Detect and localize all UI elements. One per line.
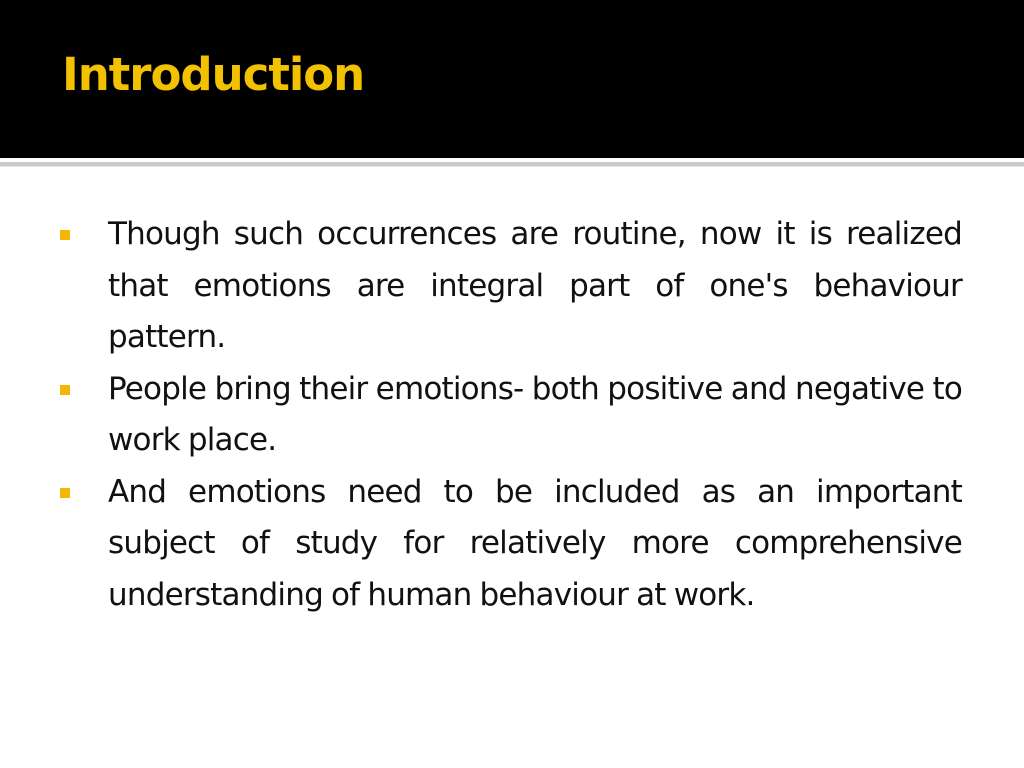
bullet-item xyxy=(60,209,962,364)
bullet-item xyxy=(60,364,962,467)
square-bullet-icon xyxy=(60,488,70,498)
bullet-text: And emotions need to be included as an important subject of study for relatively more comprehensive understanding of human behaviour at work. xyxy=(108,473,962,613)
square-bullet-icon xyxy=(60,385,70,395)
title-divider xyxy=(0,162,1024,167)
bullet-list xyxy=(60,209,962,621)
bullet-text: Though such occurrences are routine, now it is realized that emotions are integral part of one's behaviour pattern. xyxy=(108,216,962,355)
title-band xyxy=(0,0,1024,158)
bullet-item xyxy=(60,467,962,622)
bullet-text: People bring their emotions- both positive and negative to work place. xyxy=(108,370,962,458)
slide-title: Introduction xyxy=(62,48,365,101)
square-bullet-icon xyxy=(60,230,70,240)
